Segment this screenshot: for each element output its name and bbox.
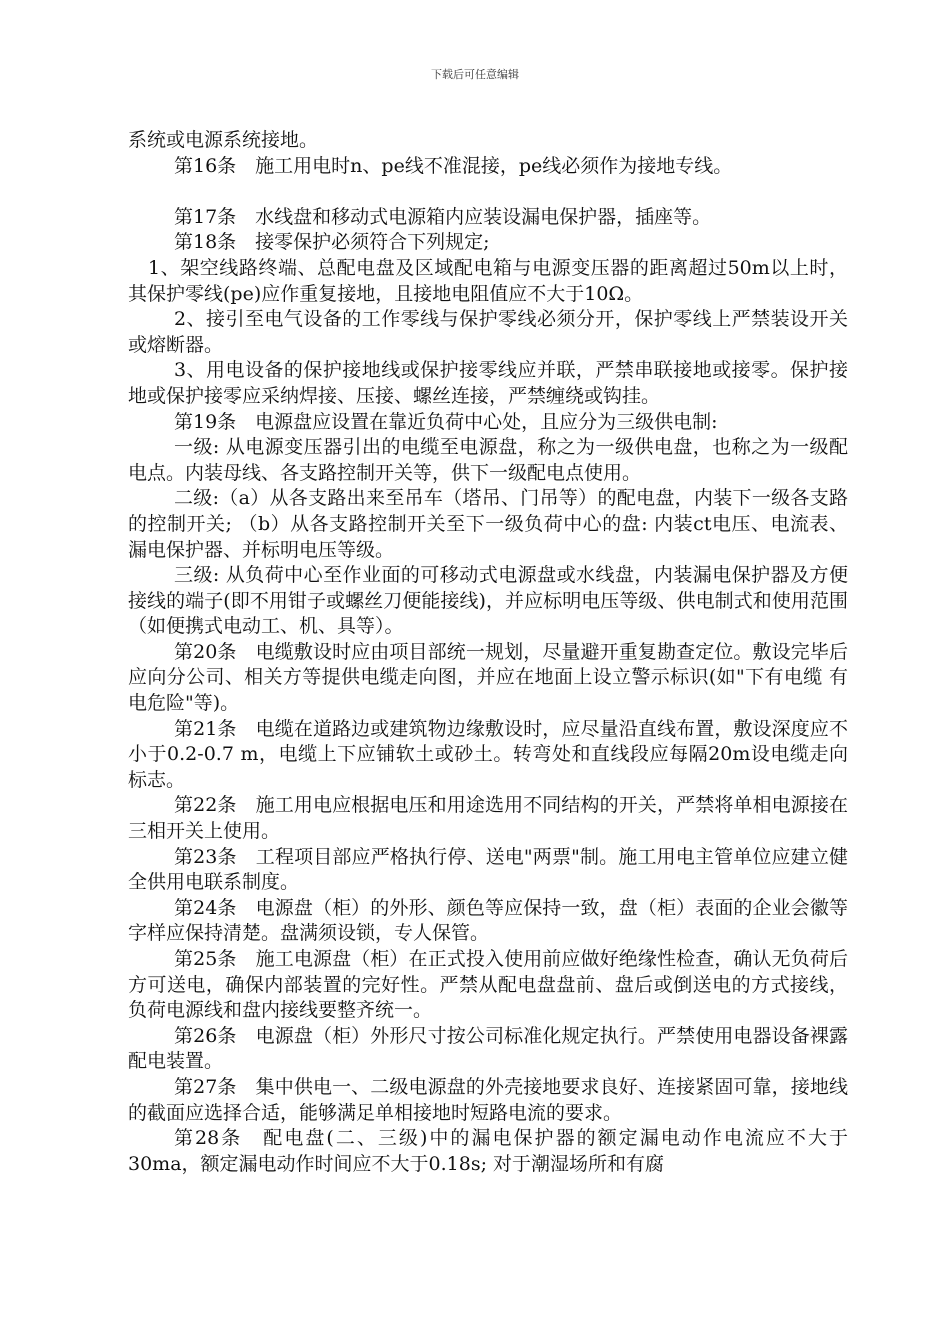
article-19: 第19条 电源盘应设置在靠近负荷中心处，且应分为三级供电制: (174, 410, 718, 433)
page-header: 下载后可任意编辑 (431, 68, 519, 81)
article-17: 第17条 水线盘和移动式电源箱内应装设漏电保护器，插座等。 (174, 205, 712, 228)
article-27: 第27条 集中供电一、二级电源盘的外壳接地要求良好、连接紧固可靠，接地线的截面应选择合适，能够满足单相接地时短路电流的要求。 (128, 1075, 848, 1124)
article-26: 第26条 电源盘（柜）外形尺寸按公司标准化规定执行。严禁使用电器设备裸露配电装置。 (128, 1024, 848, 1073)
article-28: 第28条 配电盘(二、三级)中的漏电保护器的额定漏电动作电流应不大于30ma，额定漏电动作时间应不大于0.18s; 对于潮湿场所和有腐 (128, 1127, 848, 1175)
article-23: 第23条 工程项目部应严格执行停、送电"两票"制。施工用电主管单位应建立健全供用电联系制度。 (128, 845, 848, 894)
article-16: 第16条 施工用电时n、pe线不准混接，pe线必须作为接地专线。 (174, 154, 733, 177)
document-body (128, 128, 848, 1177)
article-25: 第25条 施工电源盘（柜）在正式投入使用前应做好绝缘性检查，确认无负荷后方可送电，确保内部装置的完好性。严禁从配电盘盘前、盘后或倒送电的方式接线，负荷电源线和盘内接线要整齐统一。 (128, 948, 848, 1022)
article-18-item-2: 2、接引至电气设备的工作零线与保护零线必须分开，保护零线上严禁装设开关或熔断器。 (128, 308, 848, 356)
article-18: 第18条 接零保护必须符合下列规定; (174, 231, 490, 254)
article-18-item-3: 3、用电设备的保护接地线或保护接零线应并联，严禁串联接地或接零。保护接地或保护接零应采纳焊接、压接、螺丝连接，严禁缠绕或钩挂。 (128, 359, 848, 407)
article-19-level-2: 二级:（a）从各支路出来至吊车（塔吊、门吊等）的配电盘，内装下一级各支路的控制开关; （b）从各支路控制开关至下一级负荷中心的盘: 内装ct电压、电流表、漏电保护器、并标明电压等级。 (128, 487, 848, 561)
article-21: 第21条 电缆在道路边或建筑物边缘敷设时，应尽量沿直线布置，敷设深度应不小于0.2-0.7 m，电缆上下应铺软土或砂土。转弯处和直线段应每隔20m设电缆走向标志。 (128, 717, 848, 791)
article-18-item-1: 1、架空线路终端、总配电盘及区域配电箱与电源变压器的距离超过50m以上时，其保护零线(pe)应作重复接地，且接地电阻值应不大于10Ω。 (128, 256, 848, 305)
article-24: 第24条 电源盘（柜）的外形、颜色等应保持一致，盘（柜）表面的企业会徽等字样应保持清楚。盘满须设锁，专人保管。 (128, 896, 848, 945)
paragraph-continuation: 系统或电源系统接地。 (128, 129, 319, 151)
article-19-level-1: 一级: 从电源变压器引出的电缆至电源盘，称之为一级供电盘，也称之为一级配电点。内装母线、各支路控制开关等，供下一级配电点使用。 (128, 436, 848, 484)
article-19-level-3: 三级: 从负荷中心至作业面的可移动式电源盘或水线盘，内装漏电保护器及方便接线的端子(即不用钳子或螺丝刀便能接线)，并应标明电压等级、供电制式和使用范围（如便携式电动工、机、具等）。 (128, 564, 848, 638)
article-22: 第22条 施工用电应根据电压和用途选用不同结构的开关，严禁将单相电源接在三相开关上使用。 (128, 794, 848, 843)
article-20: 第20条 电缆敷设时应由项目部统一规划，尽量避开重复勘查定位。敷设完毕后应向分公司、相关方等提供电缆走向图，并应在地面上设立警示标识(如"下有电缆 有电危险"等)。 (128, 640, 848, 715)
